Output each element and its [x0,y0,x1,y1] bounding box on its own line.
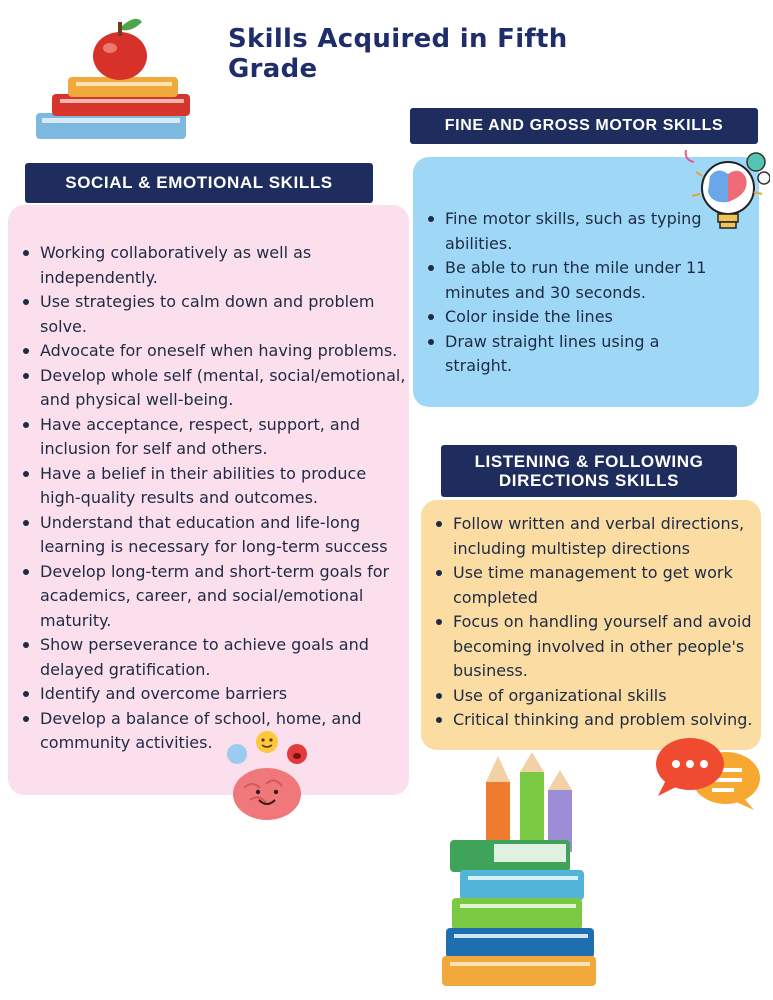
page-title: Skills Acquired in Fifth Grade [228,24,568,84]
list-item: Working collaboratively as well as independently. [40,241,409,290]
list-item: Develop long-term and short-term goals for academics, career, and social/emotional maturity. [40,560,409,634]
list-item: Color inside the lines [445,305,709,330]
list-item: Identify and overcome barriers [40,682,409,707]
list-item: Fine motor skills, such as typing abilities. [445,207,709,256]
apple-books-icon [32,10,197,145]
list-item: Have a belief in their abilities to produce high-quality results and outcomes. [40,462,409,511]
listening-skills-heading [441,445,737,497]
heading-line: DIRECTIONS SKILLS [498,471,680,490]
list-item: Critical thinking and problem solving. [453,708,757,733]
social-emotional-card [8,205,409,795]
list-item: Be able to run the mile under 11 minutes and 30 seconds. [445,256,709,305]
social-emotional-heading: SOCIAL & EMOTIONAL SKILLS [25,163,373,203]
list-item: Develop a balance of school, home, and community activities. [40,707,409,756]
lightbulb-brain-icon [682,146,770,236]
list-item: Develop whole self (mental, social/emotional, and physical well-being. [40,364,409,413]
social-emotional-list [8,241,409,756]
list-item: Show perseverance to achieve goals and delayed gratification. [40,633,409,682]
list-item: Use strategies to calm down and problem solve. [40,290,409,339]
heading-line: LISTENING & FOLLOWING [474,452,704,471]
list-item: Understand that education and life-long learning is necessary for long-term success [40,511,409,560]
list-item: Focus on handling yourself and avoid becoming involved in other people's business. [453,610,757,684]
speech-bubbles-icon [652,734,764,814]
brain-emoji-icon [222,728,312,824]
list-item: Draw straight lines using a straight. [445,330,709,379]
listening-skills-card [421,500,761,750]
pencils-books-icon [438,752,618,992]
list-item: Advocate for oneself when having problems. [40,339,409,364]
list-item: Follow written and verbal directions, including multistep directions [453,512,757,561]
listening-skills-list [421,512,761,733]
list-item: Use of organizational skills [453,684,757,709]
motor-skills-heading: FINE AND GROSS MOTOR SKILLS [410,108,758,144]
list-item: Have acceptance, respect, support, and inclusion for self and others. [40,413,409,462]
list-item: Use time management to get work completed [453,561,757,610]
